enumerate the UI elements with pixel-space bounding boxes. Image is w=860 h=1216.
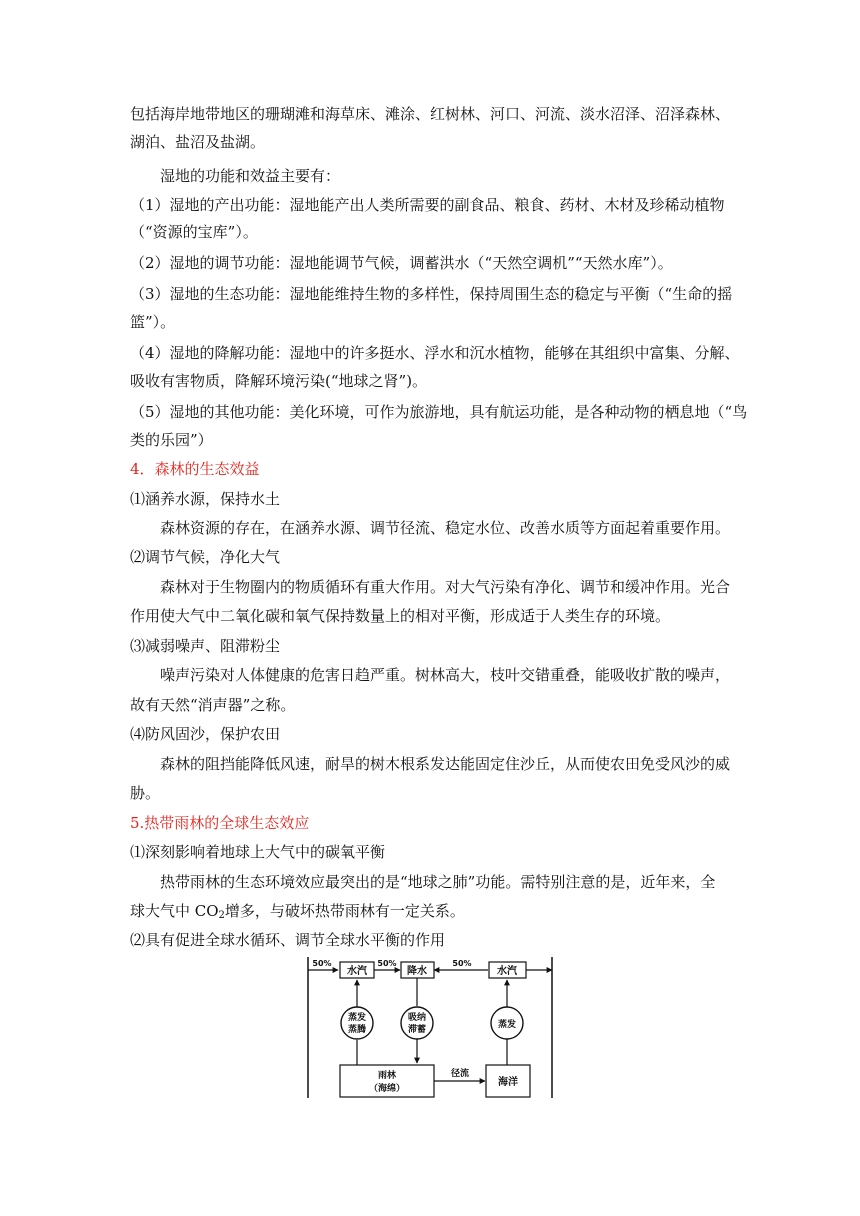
section-4-item-2-text-cont: 作用使大气中二氧化碳和氧气保持数量上的相对平衡，形成适于人类生存的环境。 xyxy=(130,607,671,625)
wetland-function-2: （2）湿地的调节功能：湿地能调节气候，调蓄洪水（“天然空调机”“天然水库”）。 xyxy=(130,254,673,272)
box-vapor-left-label: 水汽 xyxy=(347,966,367,977)
section-5-item-1-text-cont xyxy=(130,901,465,926)
pct-right: 50% xyxy=(452,959,472,968)
wetland-function-1-cont: （“资源的宝库”）。 xyxy=(130,223,258,241)
box-vapor-right-label: 水汽 xyxy=(497,966,517,977)
co2-suffix: 增多，与破坏热带雨林有一定关系。 xyxy=(224,902,465,920)
section-4-item-3-text-cont: 故有天然“消声器”之称。 xyxy=(130,696,296,714)
wetland-function-4: （4）湿地的降解功能：湿地中的许多挺水、浮水和沉水植物，能够在其组织中富集、分解、 xyxy=(130,344,740,362)
section-5-item-1-text: 热带雨林的生态环境效应最突出的是“地球之肺”功能。需特别注意的是，近年来，全 xyxy=(160,873,716,891)
text-line: 湖泊、盐沼及盐湖。 xyxy=(130,133,266,151)
section-4-item-1-heading: ⑴涵养水源，保持水土 xyxy=(130,490,281,508)
circle-ocean-evap-label: 蒸发 xyxy=(497,1020,517,1030)
section-4-item-3-heading: ⑶减弱噪声、阻滞粉尘 xyxy=(130,637,281,655)
section-5-item-2-heading: ⑵具有促进全球水循环、调节全球水平衡的作用 xyxy=(130,931,446,949)
section-5-item-1-heading: ⑴深刻影响着地球上大气中的碳氧平衡 xyxy=(130,843,386,861)
section-4-item-2-text: 森林对于生物圈内的物质循环有重大作用。对大气污染有净化、调节和缓冲作用。光合 xyxy=(160,578,731,596)
wetland-function-4-cont: 吸收有害物质，降解环境污染(“地球之肾”)。 xyxy=(130,372,428,390)
wetland-function-5: （5）湿地的其他功能：美化环境，可作为旅游地，具有航运功能，是各种动物的栖息地（“鸟 xyxy=(130,403,748,421)
circle-evap-line1: 蒸发 xyxy=(347,1013,367,1023)
co2-prefix: 球大气中 CO xyxy=(130,902,219,920)
pct-mid: 50% xyxy=(377,959,397,968)
wetland-intro: 湿地的功能和效益主要有： xyxy=(160,167,341,185)
section-4-item-4-text: 森林的阻挡能降低风速，耐旱的树木根系发达能固定住沙丘，从而使农田免受风沙的威 xyxy=(160,755,731,773)
box-rainforest-line2: （海绵） xyxy=(368,1084,406,1094)
wetland-function-3: （3）湿地的生态功能：湿地能维持生物的多样性，保持周围生态的稳定与平衡（“生命的摇 xyxy=(130,285,733,303)
water-cycle-diagram xyxy=(300,955,560,1100)
runoff-label: 径流 xyxy=(450,1069,470,1079)
text-line: 包括海岸地带地区的珊瑚滩和海草床、滩涂、红树林、河口、河流、淡水沼泽、沼泽森林、 xyxy=(130,105,731,123)
section-4-title: 4．森林的生态效益 xyxy=(130,460,260,478)
section-4-item-1-text: 森林资源的存在，在涵养水源、调节径流、稳定水位、改善水质等方面起着重要作用。 xyxy=(160,519,731,537)
box-ocean-label: 海洋 xyxy=(498,1077,518,1088)
wetland-function-3-cont: 篮”）。 xyxy=(130,313,176,331)
section-4-item-4-heading: ⑷防风固沙，保护农田 xyxy=(130,725,281,743)
section-5-title: 5.热带雨林的全球生态效应 xyxy=(130,814,310,832)
wetland-function-1: （1）湿地的产出功能：湿地能产出人类所需要的副食品、粮食、药材、木材及珍稀动植物 xyxy=(130,196,725,214)
pct-left: 50% xyxy=(312,959,332,968)
section-4-item-3-text: 噪声污染对人体健康的危害日趋严重。树林高大，枝叶交错重叠，能吸收扩散的噪声， xyxy=(160,666,731,684)
circle-absorb-line2: 滞蓄 xyxy=(407,1025,427,1035)
co2-subscript: 2 xyxy=(218,910,225,921)
circle-absorb-line1: 吸纳 xyxy=(407,1013,427,1023)
section-4-item-4-text-cont: 胁。 xyxy=(130,784,161,802)
circle-evap-line2: 蒸腾 xyxy=(347,1025,367,1035)
wetland-function-5-cont: 类的乐园”） xyxy=(130,431,213,449)
box-precipitation-label: 降水 xyxy=(407,966,427,977)
box-rainforest-line1: 雨林 xyxy=(377,1071,397,1081)
section-4-item-2-heading: ⑵调节气候，净化大气 xyxy=(130,548,281,566)
